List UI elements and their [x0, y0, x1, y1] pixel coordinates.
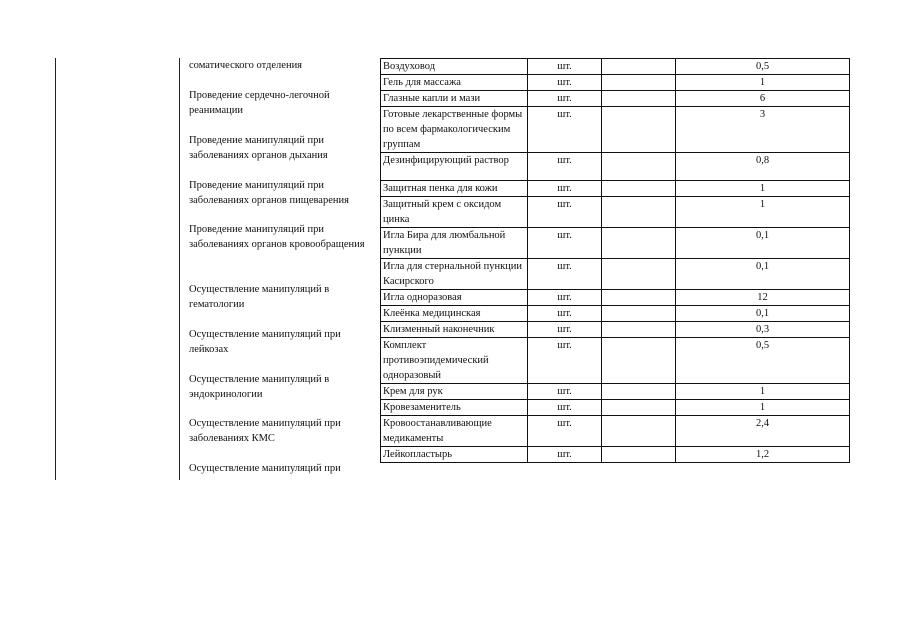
table-row	[381, 153, 850, 181]
unit-cell: шт.	[528, 322, 602, 338]
table-row	[381, 306, 850, 322]
item-name-cell: Защитный крем с оксидом цинка	[381, 197, 528, 228]
competency-item: Проведение манипуляций при заболеваниях органов кровообращения	[189, 224, 365, 250]
unit-cell: шт.	[528, 290, 602, 306]
quantity-cell: 1	[676, 400, 850, 416]
quantity-cell: 0,5	[676, 338, 850, 384]
unit-cell: шт.	[528, 181, 602, 197]
quantity-cell: 1	[676, 181, 850, 197]
item-name-cell: Клизменный наконечник	[381, 322, 528, 338]
empty-cell	[602, 259, 676, 290]
empty-cell	[602, 197, 676, 228]
empty-cell	[602, 107, 676, 153]
empty-cell	[602, 322, 676, 338]
item-name-cell: Клеёнка медицинская	[381, 306, 528, 322]
competency-item: Проведение манипуляций при заболеваниях органов дыхания	[189, 135, 328, 161]
unit-cell: шт.	[528, 197, 602, 228]
unit-cell: шт.	[528, 75, 602, 91]
unit-cell: шт.	[528, 400, 602, 416]
unit-cell: шт.	[528, 306, 602, 322]
table-row	[381, 75, 850, 91]
quantity-cell: 0,8	[676, 153, 850, 181]
empty-cell	[602, 416, 676, 447]
quantity-cell: 1	[676, 75, 850, 91]
empty-cell	[602, 181, 676, 197]
item-name-cell: Защитная пенка для кожи	[381, 181, 528, 197]
item-name-cell: Лейкопластырь	[381, 447, 528, 463]
unit-cell: шт.	[528, 153, 602, 181]
item-name-cell: Кровезаменитель	[381, 400, 528, 416]
competency-item: Осуществление манипуляций в гематологии	[189, 284, 330, 310]
table-row	[381, 290, 850, 306]
table-row	[381, 228, 850, 259]
table-row	[381, 447, 850, 463]
competency-item: соматического отделения	[189, 60, 303, 71]
table-row	[381, 322, 850, 338]
table-row	[381, 416, 850, 447]
quantity-cell: 0,5	[676, 59, 850, 75]
quantity-cell: 6	[676, 91, 850, 107]
quantity-cell: 0,3	[676, 322, 850, 338]
empty-cell	[602, 153, 676, 181]
column-divider-line	[179, 58, 180, 480]
unit-cell: шт.	[528, 447, 602, 463]
quantity-cell: 1	[676, 384, 850, 400]
item-name-cell: Глазные капли и мази	[381, 91, 528, 107]
quantity-cell: 0,1	[676, 306, 850, 322]
table-row	[381, 107, 850, 153]
competency-item: Проведение манипуляций при заболеваниях органов пищеварения	[189, 180, 349, 206]
quantity-cell: 0,1	[676, 228, 850, 259]
quantity-cell: 12	[676, 290, 850, 306]
table-row	[381, 91, 850, 107]
item-name-cell: Игла Бира для люмбальной пункции	[381, 228, 528, 259]
competency-item: Осуществление манипуляций в эндокринологии	[189, 374, 330, 400]
quantity-cell: 0,1	[676, 259, 850, 290]
left-border-line	[55, 58, 56, 480]
competency-item: Осуществление манипуляций при заболеваниях КМС	[189, 418, 341, 444]
empty-cell	[602, 400, 676, 416]
item-name-cell: Крем для рук	[381, 384, 528, 400]
competency-item: Осуществление манипуляций при	[189, 463, 341, 474]
table-row	[381, 197, 850, 228]
unit-cell: шт.	[528, 384, 602, 400]
table-row	[381, 259, 850, 290]
competency-item: Осуществление манипуляций при лейкозах	[189, 329, 341, 355]
item-name-cell: Гель для массажа	[381, 75, 528, 91]
table-row	[381, 338, 850, 384]
quantity-cell: 1,2	[676, 447, 850, 463]
item-name-cell: Воздуховод	[381, 59, 528, 75]
empty-cell	[602, 75, 676, 91]
quantity-cell: 3	[676, 107, 850, 153]
table-row	[381, 384, 850, 400]
empty-cell	[602, 228, 676, 259]
unit-cell: шт.	[528, 59, 602, 75]
item-name-cell: Кровоостанавливающие медикаменты	[381, 416, 528, 447]
empty-cell	[602, 59, 676, 75]
empty-cell	[602, 290, 676, 306]
unit-cell: шт.	[528, 107, 602, 153]
empty-cell	[602, 91, 676, 107]
empty-cell	[602, 384, 676, 400]
item-name-cell: Игла одноразовая	[381, 290, 528, 306]
table-row	[381, 400, 850, 416]
item-name-cell: Комплект противоэпидемический одноразовый	[381, 338, 528, 384]
empty-cell	[602, 306, 676, 322]
quantity-cell: 2,4	[676, 416, 850, 447]
empty-cell	[602, 447, 676, 463]
unit-cell: шт.	[528, 228, 602, 259]
item-name-cell: Дезинфицирующий раствор	[381, 153, 528, 181]
empty-cell	[602, 338, 676, 384]
table-row	[381, 181, 850, 197]
item-name-cell: Игла для стернальной пункции Касирского	[381, 259, 528, 290]
unit-cell: шт.	[528, 91, 602, 107]
item-name-cell: Готовые лекарственные формы по всем фармакологическим группам	[381, 107, 528, 153]
competency-item: Проведение сердечно-легочной реанимации	[189, 90, 330, 116]
supplies-table	[380, 58, 850, 463]
quantity-cell: 1	[676, 197, 850, 228]
unit-cell: шт.	[528, 259, 602, 290]
unit-cell: шт.	[528, 416, 602, 447]
table-row	[381, 59, 850, 75]
unit-cell: шт.	[528, 338, 602, 384]
